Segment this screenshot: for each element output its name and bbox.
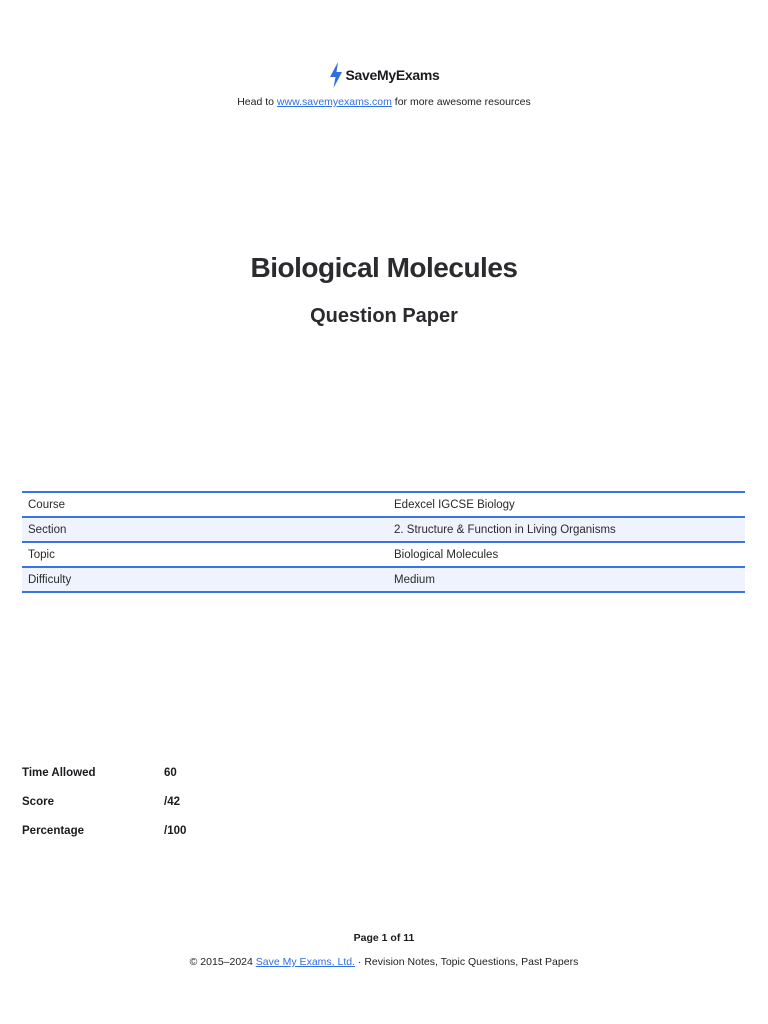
stat-value: /42 bbox=[164, 795, 180, 808]
logo-text: SaveMyExams bbox=[345, 67, 440, 83]
tagline bbox=[0, 96, 768, 108]
row-value: Biological Molecules bbox=[388, 542, 745, 567]
row-label: Topic bbox=[22, 542, 388, 567]
stat-label: Score bbox=[22, 795, 54, 808]
row-label: Section bbox=[22, 517, 388, 542]
stat-label: Percentage bbox=[22, 824, 85, 837]
tagline-suffix: for more awesome resources bbox=[391, 96, 531, 108]
savemyexams-logo[interactable] bbox=[329, 60, 440, 90]
company-link[interactable]: Save My Exams, Ltd. bbox=[255, 956, 355, 968]
row-value: Medium bbox=[388, 567, 745, 592]
stat-label: Time Allowed bbox=[22, 766, 96, 779]
page-number: Page 1 of 11 bbox=[353, 932, 415, 944]
row-value: 2. Structure & Function in Living Organisms bbox=[388, 517, 745, 542]
info-table bbox=[22, 491, 745, 593]
stat-row-time-allowed bbox=[22, 758, 186, 787]
page-subtitle: Question Paper bbox=[310, 305, 458, 327]
copyright-suffix: · Revision Notes, Topic Questions, Past Papers bbox=[355, 956, 579, 968]
stat-value: 60 bbox=[164, 766, 177, 779]
stat-row-percentage bbox=[22, 816, 186, 845]
row-label: Difficulty bbox=[22, 567, 388, 592]
footer-copyright bbox=[0, 956, 768, 968]
tagline-prefix: Head to bbox=[237, 96, 277, 108]
stats-block bbox=[22, 758, 186, 845]
row-value: Edexcel IGCSE Biology bbox=[388, 492, 745, 517]
table-row bbox=[22, 492, 745, 517]
table-row bbox=[22, 567, 745, 592]
lightning-bolt-icon bbox=[329, 62, 343, 88]
stat-value: /100 bbox=[164, 824, 187, 837]
website-link[interactable]: www.savemyexams.com bbox=[276, 96, 392, 108]
page-title: Biological Molecules bbox=[250, 252, 518, 283]
table-row bbox=[22, 517, 745, 542]
stat-row-score bbox=[22, 787, 186, 816]
copyright-prefix: © 2015–2024 bbox=[189, 956, 256, 968]
row-label: Course bbox=[22, 492, 388, 517]
table-row bbox=[22, 542, 745, 567]
page-header bbox=[0, 60, 768, 108]
